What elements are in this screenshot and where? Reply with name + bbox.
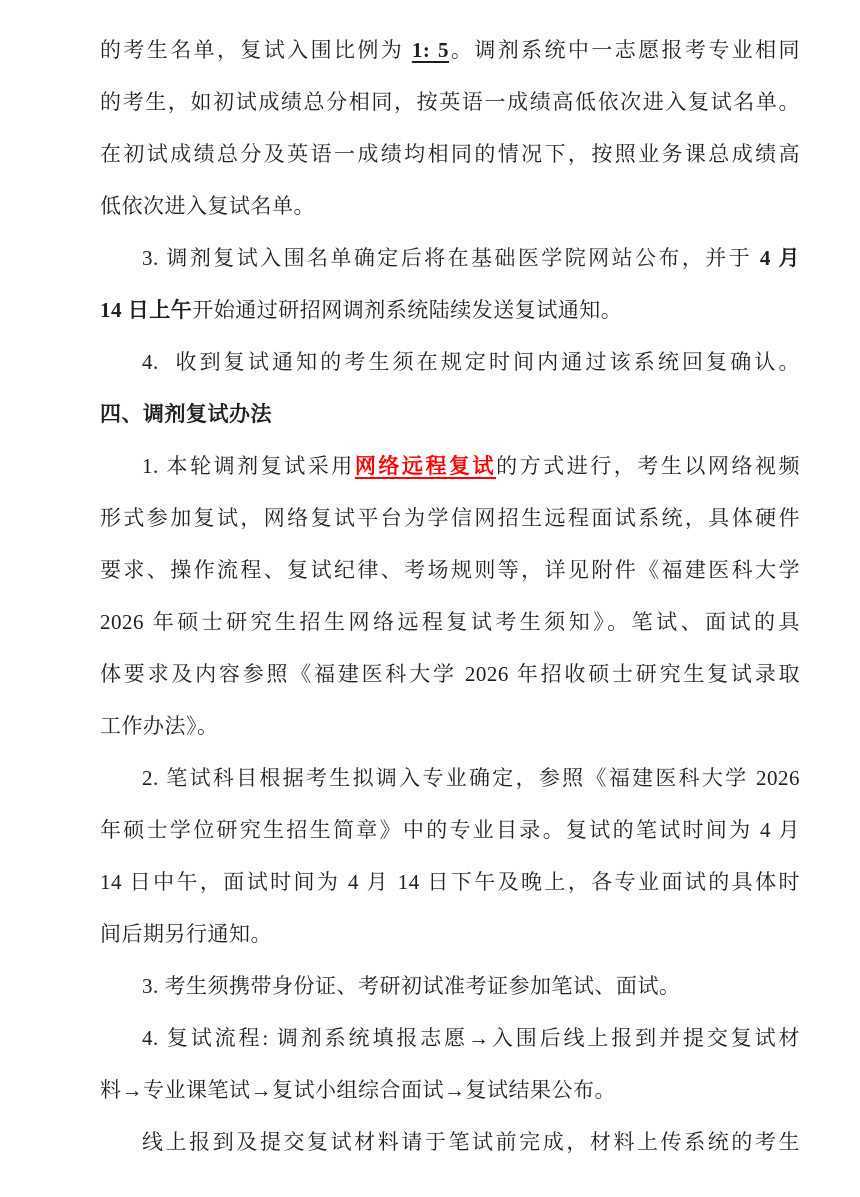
text-line [100, 76, 800, 128]
text-line [100, 1012, 800, 1064]
text-segment: 4. 复试流程: 调剂系统填报志愿→入围后线上报到并提交复试材 [142, 1026, 800, 1050]
document-body [100, 24, 800, 1168]
text-line [100, 752, 800, 804]
text-segment: 间后期另行通知。 [100, 922, 272, 946]
text-segment: 年硕士学位研究生招生简章》中的专业目录。复试的笔试时间为 4 月 [100, 818, 800, 842]
text-line [100, 700, 800, 752]
text-segment: 开始通过研招网调剂系统陆续发送复试通知。 [192, 298, 623, 322]
text-line [100, 908, 800, 960]
text-line [100, 284, 800, 336]
bold-text-segment: 四、调剂复试办法 [100, 402, 272, 426]
text-segment: 低依次进入复试名单。 [100, 194, 315, 218]
text-line [100, 1064, 800, 1116]
text-segment: 的方式进行，考生以网络视频 [496, 454, 801, 478]
text-line [100, 492, 800, 544]
text-segment: 的考生名单，复试入围比例为 [100, 38, 412, 62]
text-segment: 14 日中午，面试时间为 4 月 14 日下午及晚上，各专业面试的具体时 [100, 870, 800, 894]
text-segment: 线上报到及提交复试材料请于笔试前完成，材料上传系统的考生 [142, 1130, 800, 1154]
remote-interview-red-highlight: 网络远程复试 [354, 454, 497, 478]
text-line [100, 336, 800, 388]
text-segment: 的考生，如初试成绩总分相同，按英语一成绩高低依次进入复试名单。 [100, 90, 800, 114]
text-segment: 在初试成绩总分及英语一成绩均相同的情况下，按照业务课总成绩高 [100, 142, 800, 166]
text-line [100, 804, 800, 856]
text-segment: 料→专业课笔试→复试小组综合面试→复试结果公布。 [100, 1078, 616, 1102]
text-segment: 。调剂系统中一志愿报考专业相同 [449, 38, 801, 62]
text-line [100, 648, 800, 700]
text-segment: 1. 本轮调剂复试采用 [142, 454, 355, 478]
text-line [100, 596, 800, 648]
text-segment: 工作办法》。 [100, 714, 219, 738]
text-segment: 2026 年硕士研究生招生网络远程复试考生须知》。笔试、面试的具 [100, 610, 800, 634]
bold-text-segment: 14 日上午 [100, 298, 193, 322]
text-line [100, 128, 800, 180]
text-line [100, 440, 800, 492]
text-line [100, 180, 800, 232]
text-line [100, 24, 800, 76]
text-segment: 体要求及内容参照《福建医科大学 2026 年招收硕士研究生复试录取 [100, 662, 800, 686]
text-line [100, 232, 800, 284]
text-segment: 4. 收到复试通知的考生须在规定时间内通过该系统回复确认。 [142, 350, 800, 374]
text-segment: 2. 笔试科目根据考生拟调入专业确定，参照《福建医科大学 2026 [142, 766, 800, 790]
text-line [100, 856, 800, 908]
text-segment: 要求、操作流程、复试纪律、考场规则等，详见附件《福建医科大学 [100, 558, 800, 582]
text-segment: 3. 考生须携带身份证、考研初试准考证参加笔试、面试。 [142, 974, 681, 998]
text-segment: 3. 调剂复试入围名单确定后将在基础医学院网站公布，并于 [142, 246, 760, 270]
text-line [100, 388, 800, 440]
text-segment: 形式参加复试，网络复试平台为学信网招生远程面试系统，具体硬件 [100, 506, 800, 530]
bold-text-segment: 4 月 [759, 246, 801, 270]
text-line [100, 960, 800, 1012]
underlined-ratio-value: 1: 5 [411, 38, 450, 62]
text-line [100, 544, 800, 596]
text-line [100, 1116, 800, 1168]
